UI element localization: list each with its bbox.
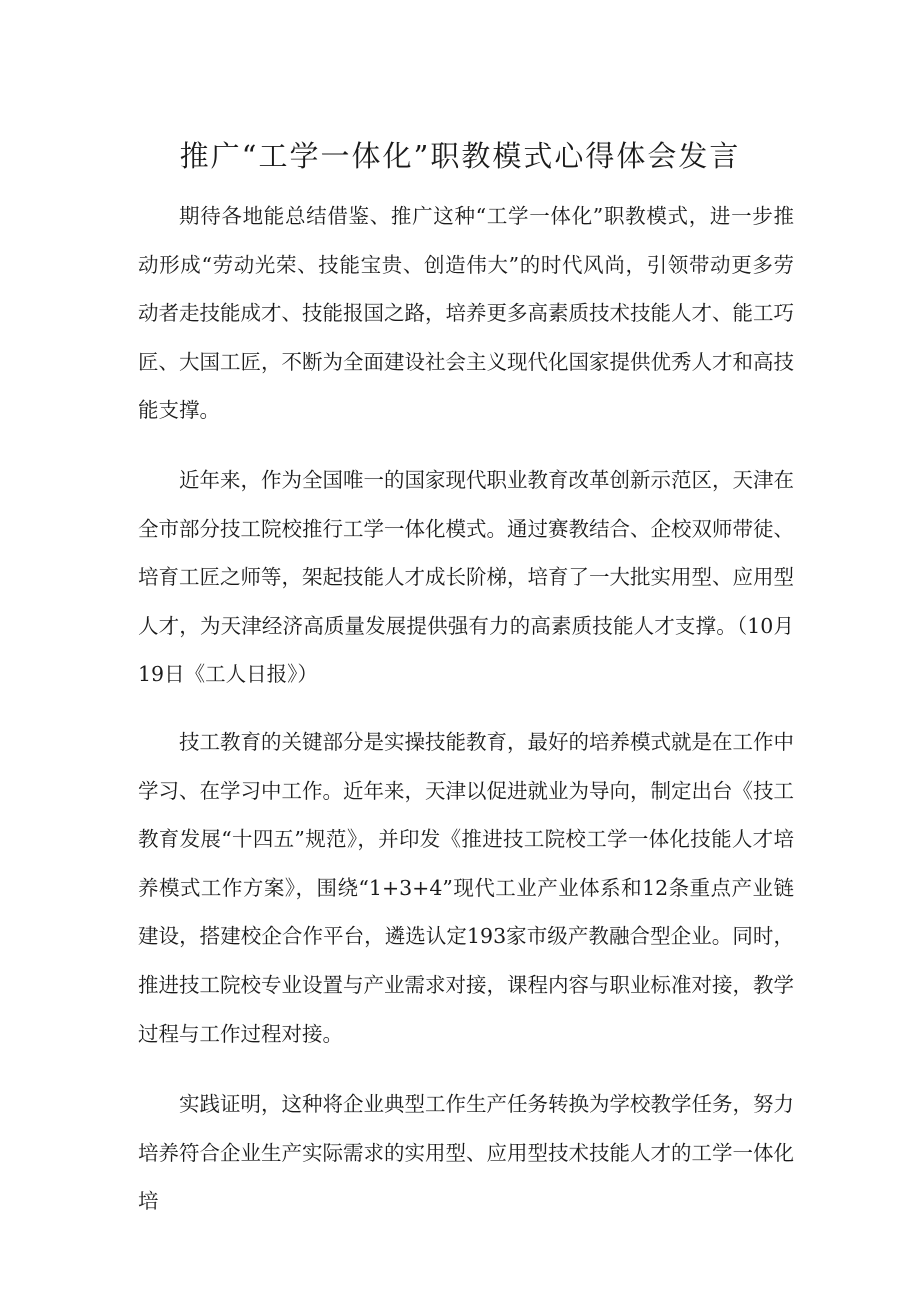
paragraph-3: 技工教育的关键部分是实操技能教育，最好的培养模式就是在工作中学习、在学习中工作。近年来，天津以促进就业为导向，制定出台《技工教育发展“十四五”规范》，并印发《推进技工院校工学一体化技能人才培养模式工作方案》，围绕“1+3+4”现代工业产业体系和12条重点产业链建设，搭建校企合作平台，遴选认定193家市级产教融合型企业。同时，推进技工院校专业设置与产业需求对接，课程内容与职业标准对接，教学过程与工作过程对接。 xyxy=(138,730,794,1046)
paragraph-1: 期待各地能总结借鉴、推广这种“工学一体化”职教模式，进一步推动形成“劳动光荣、技能宝贵、创造伟大”的时代风尚，引领带动更多劳动者走技能成才、技能报国之路，培养更多高素质技术技能人才、能工巧匠、大国工匠，不断为全面建设社会主义现代化国家提供优秀人才和高技能支撑。 xyxy=(138,204,794,423)
paragraph-4: 实践证明，这种将企业典型工作生产任务转换为学校教学任务，努力培养符合企业生产实际需求的实用型、应用型技术技能人才的工学一体化培 xyxy=(138,1092,794,1214)
paragraph-2: 近年来，作为全国唯一的国家现代职业教育改革创新示范区，天津在全市部分技工院校推行工学一体化模式。通过赛教结合、企校双师带徒、培育工匠之师等，架起技能人才成长阶梯，培育了一大批实用型、应用型人才，为天津经济高质量发展提供强有力的高素质技能人才支撑。（10月19日《工人日报》） xyxy=(138,468,794,687)
document-title: 推广“工学一体化”职教模式心得体会发言 xyxy=(179,139,741,173)
